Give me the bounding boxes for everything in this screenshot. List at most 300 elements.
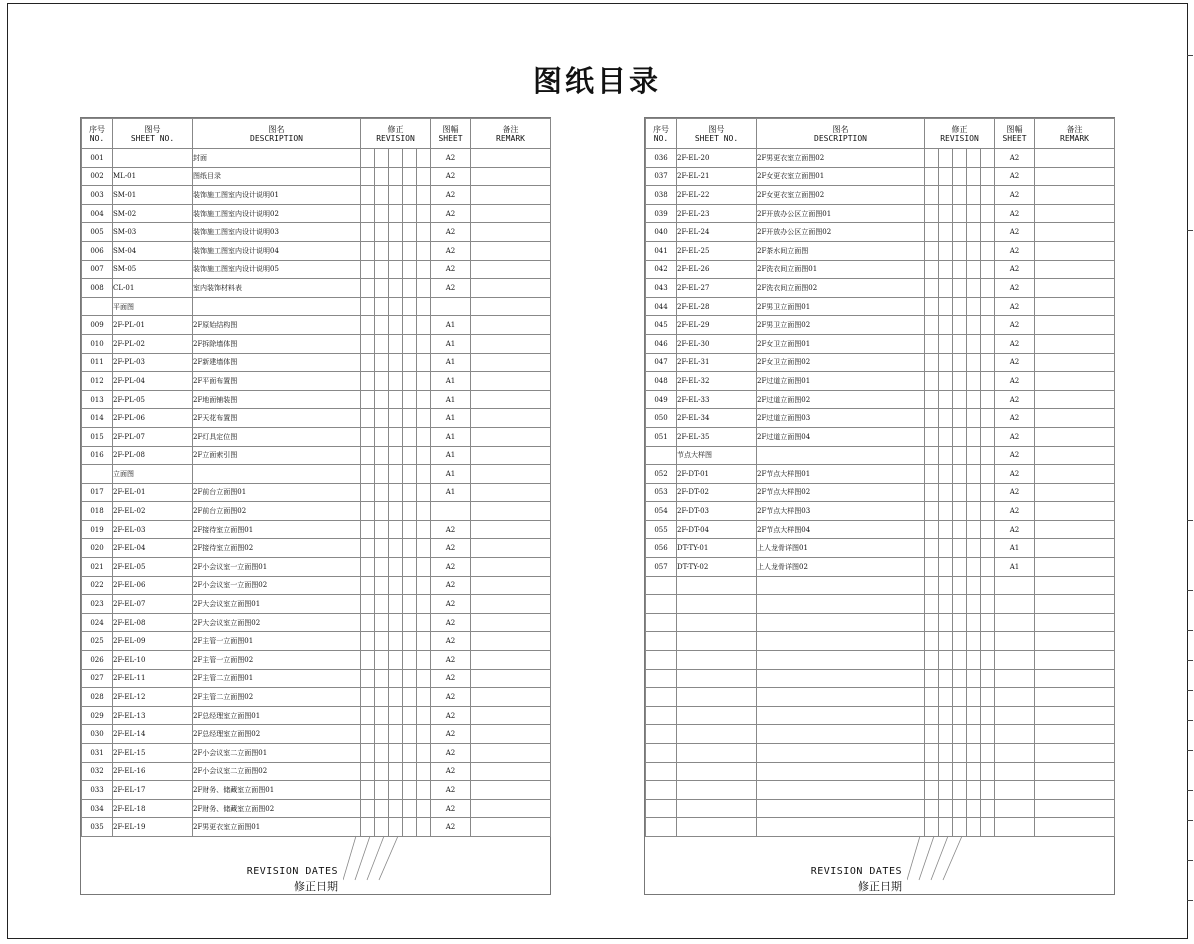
table-row xyxy=(82,781,551,800)
row-sheet-size: A2 xyxy=(995,316,1035,335)
row-revision-cell xyxy=(967,465,981,484)
row-remark xyxy=(471,186,551,205)
table-row xyxy=(82,297,551,316)
row-sheet-no: 2F-EL-23 xyxy=(677,204,757,223)
row-revision-cell xyxy=(967,204,981,223)
row-number xyxy=(646,446,677,465)
row-revision-cell xyxy=(967,762,981,781)
row-remark xyxy=(1035,576,1115,595)
row-number: 055 xyxy=(646,520,677,539)
row-remark xyxy=(471,353,551,372)
row-revision-cell xyxy=(403,781,417,800)
row-sheet-no: 2F-EL-14 xyxy=(113,725,193,744)
row-revision-cell xyxy=(953,613,967,632)
row-description: 2F节点大样图02 xyxy=(757,483,925,502)
row-number: 056 xyxy=(646,539,677,558)
row-revision-cell xyxy=(967,651,981,670)
row-revision-cell xyxy=(925,688,939,707)
row-number: 018 xyxy=(82,502,113,521)
row-revision-cell xyxy=(417,297,431,316)
row-remark xyxy=(471,632,551,651)
row-revision-cell xyxy=(403,483,417,502)
row-revision-cell xyxy=(417,316,431,335)
row-sheet-no: 2F-EL-31 xyxy=(677,353,757,372)
row-revision-cell xyxy=(953,465,967,484)
row-revision-cell xyxy=(981,446,995,465)
row-revision-cell xyxy=(403,465,417,484)
edge-tick xyxy=(1187,860,1193,861)
row-revision-cell xyxy=(403,706,417,725)
row-sheet-size: A2 xyxy=(431,260,471,279)
row-number xyxy=(646,744,677,763)
row-description xyxy=(757,762,925,781)
row-revision-cell xyxy=(981,334,995,353)
row-revision-cell xyxy=(967,539,981,558)
row-revision-cell xyxy=(403,279,417,298)
table-row xyxy=(646,502,1115,521)
row-revision-cell xyxy=(981,186,995,205)
header-remark: 备注 REMARK xyxy=(471,119,551,149)
row-description: 2F过道立面图02 xyxy=(757,390,925,409)
row-revision-cell xyxy=(389,390,403,409)
row-sheet-no: 2F-EL-30 xyxy=(677,334,757,353)
row-revision-cell xyxy=(403,558,417,577)
row-remark xyxy=(1035,688,1115,707)
row-revision-cell xyxy=(953,260,967,279)
row-description: 2F女更衣室立面图02 xyxy=(757,186,925,205)
row-revision-cell xyxy=(953,539,967,558)
row-sheet-size: A2 xyxy=(431,706,471,725)
revision-dates-label-en: REVISION DATES xyxy=(810,866,902,877)
row-revision-cell xyxy=(403,744,417,763)
row-revision-cell xyxy=(953,706,967,725)
row-revision-cell xyxy=(981,539,995,558)
row-description: 2F男卫立面图02 xyxy=(757,316,925,335)
row-revision-cell xyxy=(981,241,995,260)
row-sheet-size: A2 xyxy=(431,688,471,707)
revision-dates-label-zh: 修正日期 xyxy=(858,880,902,893)
row-revision-cell xyxy=(361,260,375,279)
row-revision-cell xyxy=(361,372,375,391)
row-sheet-no: SM-05 xyxy=(113,260,193,279)
row-revision-cell xyxy=(361,149,375,168)
row-revision-cell xyxy=(967,186,981,205)
row-revision-cell xyxy=(361,446,375,465)
row-description xyxy=(757,446,925,465)
row-number: 046 xyxy=(646,334,677,353)
row-number: 043 xyxy=(646,279,677,298)
row-sheet-no: SM-02 xyxy=(113,204,193,223)
row-number xyxy=(646,706,677,725)
index-table-left xyxy=(81,118,551,837)
row-revision-cell xyxy=(967,149,981,168)
row-sheet-size: A2 xyxy=(431,595,471,614)
row-description: 2F原始结构图 xyxy=(193,316,361,335)
row-revision-cell xyxy=(417,706,431,725)
row-revision-cell xyxy=(417,799,431,818)
row-revision-cell xyxy=(389,316,403,335)
table-row xyxy=(82,465,551,484)
row-remark xyxy=(471,669,551,688)
row-number xyxy=(646,651,677,670)
row-sheet-no: 2F-EL-13 xyxy=(113,706,193,725)
row-revision-cell xyxy=(375,632,389,651)
row-revision-cell xyxy=(417,409,431,428)
row-revision-cell xyxy=(375,372,389,391)
row-remark xyxy=(1035,744,1115,763)
row-number: 037 xyxy=(646,167,677,186)
row-revision-cell xyxy=(403,409,417,428)
row-revision-cell xyxy=(361,353,375,372)
row-revision-cell xyxy=(361,576,375,595)
table-row xyxy=(646,799,1115,818)
row-description: 2F男卫立面图01 xyxy=(757,297,925,316)
row-sheet-size: A2 xyxy=(431,744,471,763)
row-revision-cell xyxy=(403,372,417,391)
index-sheet-left xyxy=(80,117,551,895)
row-revision-cell xyxy=(389,483,403,502)
table-row xyxy=(646,241,1115,260)
row-revision-cell xyxy=(361,279,375,298)
row-description: 装饰施工图室内设计说明02 xyxy=(193,204,361,223)
row-revision-cell xyxy=(939,744,953,763)
row-revision-cell xyxy=(417,427,431,446)
row-revision-cell xyxy=(967,632,981,651)
edge-tick xyxy=(1187,750,1193,751)
row-number xyxy=(646,799,677,818)
row-revision-cell xyxy=(925,781,939,800)
table-row xyxy=(646,632,1115,651)
row-revision-cell xyxy=(939,353,953,372)
row-revision-cell xyxy=(939,465,953,484)
row-revision-cell xyxy=(981,762,995,781)
row-description: 2F总经理室立面图01 xyxy=(193,706,361,725)
row-revision-cell xyxy=(403,186,417,205)
row-description xyxy=(193,297,361,316)
row-revision-cell xyxy=(417,613,431,632)
table-row xyxy=(646,688,1115,707)
row-number xyxy=(646,669,677,688)
row-revision-cell xyxy=(361,651,375,670)
row-sheet-size xyxy=(995,688,1035,707)
row-revision-cell xyxy=(389,706,403,725)
row-revision-cell xyxy=(939,334,953,353)
row-revision-cell xyxy=(375,502,389,521)
row-revision-cell xyxy=(925,353,939,372)
row-revision-cell xyxy=(375,706,389,725)
row-revision-cell xyxy=(925,669,939,688)
row-revision-cell xyxy=(389,669,403,688)
row-sheet-no: 2F-EL-01 xyxy=(113,483,193,502)
table-row xyxy=(646,149,1115,168)
row-sheet-no xyxy=(677,632,757,651)
row-sheet-size: A1 xyxy=(431,446,471,465)
row-sheet-size xyxy=(431,297,471,316)
row-remark xyxy=(1035,167,1115,186)
row-revision-cell xyxy=(925,706,939,725)
row-remark xyxy=(471,279,551,298)
row-revision-cell xyxy=(939,186,953,205)
row-remark xyxy=(1035,149,1115,168)
row-revision-cell xyxy=(967,279,981,298)
table-row xyxy=(646,372,1115,391)
table-row xyxy=(646,390,1115,409)
row-revision-cell xyxy=(375,316,389,335)
row-revision-cell xyxy=(953,167,967,186)
row-revision-cell xyxy=(925,539,939,558)
row-number xyxy=(646,576,677,595)
row-revision-cell xyxy=(953,204,967,223)
row-revision-cell xyxy=(389,799,403,818)
row-number: 051 xyxy=(646,427,677,446)
row-revision-cell xyxy=(375,520,389,539)
row-description: 2F平面布置图 xyxy=(193,372,361,391)
row-remark xyxy=(471,762,551,781)
table-row xyxy=(646,186,1115,205)
row-revision-cell xyxy=(981,744,995,763)
row-sheet-no: 节点大样图 xyxy=(677,446,757,465)
header-sheet-size: 图幅 SHEET xyxy=(995,119,1035,149)
row-description xyxy=(757,632,925,651)
row-revision-cell xyxy=(417,781,431,800)
row-sheet-no: 2F-EL-29 xyxy=(677,316,757,335)
row-revision-cell xyxy=(403,799,417,818)
revision-date-slashes xyxy=(907,832,975,895)
row-remark xyxy=(471,539,551,558)
revision-dates-footer xyxy=(81,832,550,895)
table-row xyxy=(82,595,551,614)
row-revision-cell xyxy=(925,297,939,316)
row-revision-cell xyxy=(389,427,403,446)
edge-tick xyxy=(1187,230,1193,231)
table-row xyxy=(82,539,551,558)
row-sheet-size xyxy=(431,502,471,521)
row-sheet-no: 2F-EL-09 xyxy=(113,632,193,651)
row-revision-cell xyxy=(939,688,953,707)
row-revision-cell xyxy=(389,465,403,484)
row-revision-cell xyxy=(953,744,967,763)
row-sheet-no: 2F-PL-04 xyxy=(113,372,193,391)
row-description: 2F开放办公区立面图01 xyxy=(757,204,925,223)
row-number: 032 xyxy=(82,762,113,781)
row-revision-cell xyxy=(403,539,417,558)
row-number: 035 xyxy=(82,818,113,837)
row-revision-cell xyxy=(403,167,417,186)
row-sheet-no: SM-03 xyxy=(113,223,193,242)
table-row xyxy=(82,502,551,521)
row-sheet-no xyxy=(677,706,757,725)
row-revision-cell xyxy=(389,167,403,186)
row-number: 008 xyxy=(82,279,113,298)
row-revision-cell xyxy=(939,427,953,446)
row-revision-cell xyxy=(417,334,431,353)
row-revision-cell xyxy=(925,651,939,670)
row-number: 047 xyxy=(646,353,677,372)
row-revision-cell xyxy=(925,613,939,632)
row-revision-cell xyxy=(417,725,431,744)
row-revision-cell xyxy=(403,762,417,781)
row-revision-cell xyxy=(361,688,375,707)
row-sheet-no: 2F-EL-21 xyxy=(677,167,757,186)
row-sheet-no: 2F-EL-27 xyxy=(677,279,757,298)
row-revision-cell xyxy=(417,167,431,186)
row-description xyxy=(757,613,925,632)
row-remark xyxy=(471,372,551,391)
row-remark xyxy=(1035,483,1115,502)
row-sheet-size: A1 xyxy=(431,390,471,409)
row-revision-cell xyxy=(417,353,431,372)
row-remark xyxy=(471,446,551,465)
row-revision-cell xyxy=(389,186,403,205)
row-remark xyxy=(1035,390,1115,409)
row-revision-cell xyxy=(925,427,939,446)
row-description: 2F女卫立面图01 xyxy=(757,334,925,353)
row-revision-cell xyxy=(967,316,981,335)
table-row xyxy=(646,725,1115,744)
row-remark xyxy=(471,725,551,744)
row-revision-cell xyxy=(417,483,431,502)
row-revision-cell xyxy=(939,576,953,595)
row-number: 003 xyxy=(82,186,113,205)
row-sheet-size: A2 xyxy=(995,297,1035,316)
row-number: 016 xyxy=(82,446,113,465)
table-row xyxy=(646,223,1115,242)
row-revision-cell xyxy=(981,725,995,744)
row-sheet-size: A2 xyxy=(431,558,471,577)
row-remark xyxy=(471,613,551,632)
row-revision-cell xyxy=(953,632,967,651)
revision-dates-label-en: REVISION DATES xyxy=(246,866,338,877)
row-revision-cell xyxy=(981,427,995,446)
row-sheet-no: SM-04 xyxy=(113,241,193,260)
row-remark xyxy=(1035,465,1115,484)
header-row xyxy=(646,119,1115,149)
table-row xyxy=(82,725,551,744)
row-remark xyxy=(1035,558,1115,577)
table-row xyxy=(82,558,551,577)
row-revision-cell xyxy=(375,781,389,800)
row-revision-cell xyxy=(953,223,967,242)
row-revision-cell xyxy=(389,502,403,521)
row-revision-cell xyxy=(417,390,431,409)
row-revision-cell xyxy=(939,706,953,725)
row-number xyxy=(646,688,677,707)
row-number: 004 xyxy=(82,204,113,223)
row-revision-cell xyxy=(389,744,403,763)
row-sheet-size: A1 xyxy=(431,409,471,428)
row-revision-cell xyxy=(925,632,939,651)
row-number: 041 xyxy=(646,241,677,260)
row-revision-cell xyxy=(953,651,967,670)
table-row xyxy=(646,316,1115,335)
row-revision-cell xyxy=(967,799,981,818)
table-row xyxy=(82,688,551,707)
row-number: 001 xyxy=(82,149,113,168)
row-revision-cell xyxy=(939,651,953,670)
row-revision-cell xyxy=(953,353,967,372)
row-remark xyxy=(471,390,551,409)
header-row xyxy=(82,119,551,149)
row-number: 015 xyxy=(82,427,113,446)
row-remark xyxy=(471,483,551,502)
row-sheet-size: A1 xyxy=(431,334,471,353)
row-revision-cell xyxy=(403,688,417,707)
row-sheet-no: 2F-EL-16 xyxy=(113,762,193,781)
edge-tick xyxy=(1187,590,1193,591)
table-row xyxy=(82,706,551,725)
row-revision-cell xyxy=(389,632,403,651)
row-sheet-no: 2F-EL-22 xyxy=(677,186,757,205)
table-row xyxy=(82,669,551,688)
row-revision-cell xyxy=(925,409,939,428)
table-row xyxy=(82,799,551,818)
row-sheet-size: A2 xyxy=(995,372,1035,391)
table-row xyxy=(646,669,1115,688)
row-revision-cell xyxy=(361,558,375,577)
table-row xyxy=(82,241,551,260)
row-revision-cell xyxy=(939,297,953,316)
row-revision-cell xyxy=(981,204,995,223)
edge-ticks xyxy=(1187,0,1194,944)
row-sheet-size xyxy=(995,595,1035,614)
row-number: 050 xyxy=(646,409,677,428)
row-number: 034 xyxy=(82,799,113,818)
row-description: 2F立面索引图 xyxy=(193,446,361,465)
row-revision-cell xyxy=(967,595,981,614)
row-revision-cell xyxy=(925,558,939,577)
table-row xyxy=(646,744,1115,763)
row-description: 2F茶水间立面图 xyxy=(757,241,925,260)
row-sheet-no: 2F-EL-18 xyxy=(113,799,193,818)
row-revision-cell xyxy=(967,613,981,632)
row-sheet-no xyxy=(677,762,757,781)
table-row xyxy=(82,334,551,353)
row-revision-cell xyxy=(953,446,967,465)
edge-tick xyxy=(1187,690,1193,691)
row-revision-cell xyxy=(967,297,981,316)
row-revision-cell xyxy=(925,520,939,539)
row-sheet-size: A2 xyxy=(431,669,471,688)
table-row xyxy=(646,706,1115,725)
row-number xyxy=(82,297,113,316)
row-revision-cell xyxy=(981,353,995,372)
row-revision-cell xyxy=(361,725,375,744)
row-description: 2F前台立面图02 xyxy=(193,502,361,521)
table-row xyxy=(646,204,1115,223)
row-sheet-no: 2F-EL-32 xyxy=(677,372,757,391)
row-revision-cell xyxy=(403,632,417,651)
row-revision-cell xyxy=(981,781,995,800)
row-remark xyxy=(1035,260,1115,279)
edge-tick xyxy=(1187,660,1193,661)
row-revision-cell xyxy=(925,725,939,744)
row-revision-cell xyxy=(925,149,939,168)
row-number: 009 xyxy=(82,316,113,335)
row-revision-cell xyxy=(939,595,953,614)
row-revision-cell xyxy=(925,483,939,502)
row-sheet-no: CL-01 xyxy=(113,279,193,298)
row-description: 2F小会议室一立面图02 xyxy=(193,576,361,595)
table-row xyxy=(646,651,1115,670)
row-revision-cell xyxy=(375,465,389,484)
row-sheet-size: A2 xyxy=(995,223,1035,242)
row-revision-cell xyxy=(981,688,995,707)
row-revision-cell xyxy=(375,390,389,409)
row-remark xyxy=(1035,316,1115,335)
row-revision-cell xyxy=(981,409,995,428)
table-row xyxy=(646,427,1115,446)
row-revision-cell xyxy=(953,372,967,391)
